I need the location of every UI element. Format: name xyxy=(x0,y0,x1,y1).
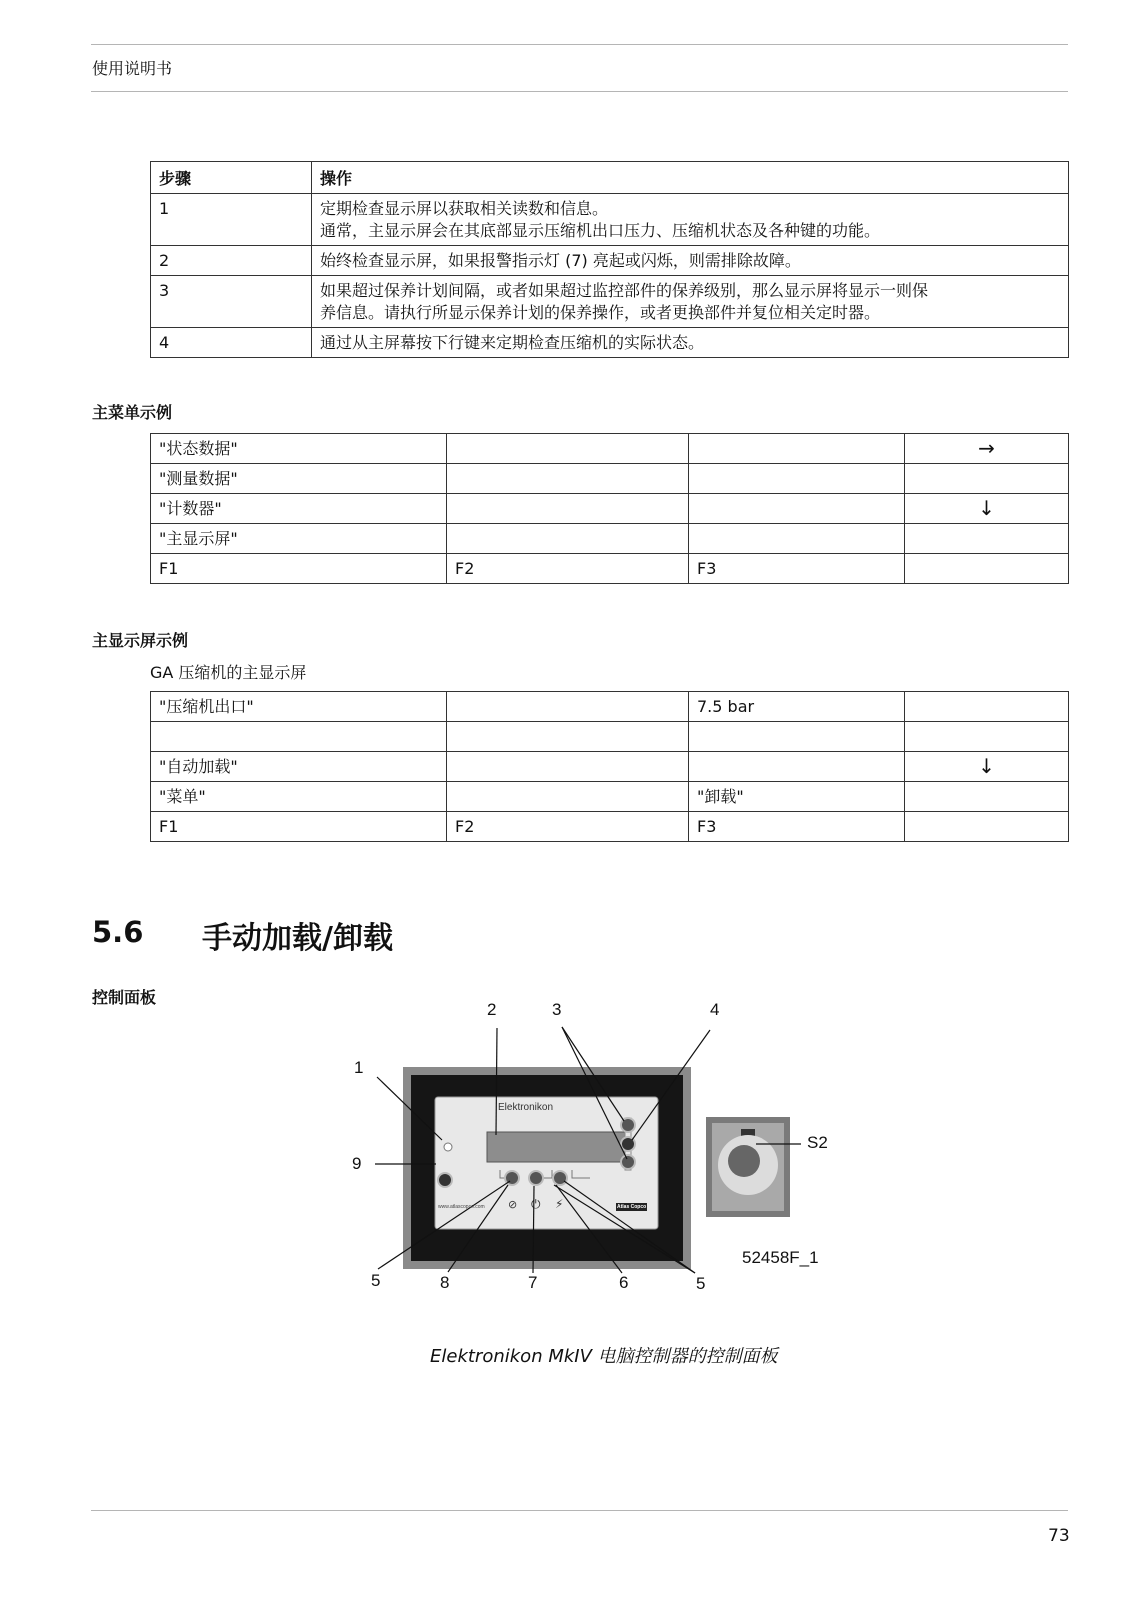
menu-cell xyxy=(689,524,905,554)
main-display-subtitle: GA 压缩机的主显示屏 xyxy=(150,663,307,682)
display-cell xyxy=(447,692,689,722)
step-action xyxy=(312,276,1069,328)
callout-label: 8 xyxy=(440,1273,450,1292)
figure-id: 52458F_1 xyxy=(742,1248,819,1267)
display-cell xyxy=(905,782,1069,812)
brand-label: Elektronikon xyxy=(498,1102,554,1113)
main-display-title: 主显示屏示例 xyxy=(92,631,189,650)
display-cell: "菜单" xyxy=(151,782,447,812)
callout-label: 9 xyxy=(352,1154,362,1173)
emergency-stop-button[interactable] xyxy=(728,1145,760,1177)
menu-cell xyxy=(689,494,905,524)
menu-cell xyxy=(905,524,1069,554)
main-display-table xyxy=(150,691,1069,842)
callout-label: 7 xyxy=(528,1273,538,1292)
callout-label: 1 xyxy=(354,1058,364,1077)
lightning-icon: ⚡ xyxy=(555,1197,564,1211)
step-action xyxy=(312,328,1069,358)
step-action-line: 定期检查显示屏以获取相关读数和信息。 xyxy=(320,199,609,218)
table-row xyxy=(151,494,1069,524)
step-action xyxy=(312,194,1069,246)
function-key-label: F2 xyxy=(447,812,689,842)
callout-label: 4 xyxy=(710,1000,720,1019)
steps-header-row xyxy=(151,162,1069,194)
menu-cell: "测量数据" xyxy=(151,464,447,494)
alarm-led-icon xyxy=(444,1143,452,1151)
menu-cell: "计数器" xyxy=(151,494,447,524)
table-row xyxy=(151,276,1069,328)
page-header-title: 使用说明书 xyxy=(92,59,173,78)
menu-cell xyxy=(447,434,689,464)
control-panel-illustration xyxy=(340,1015,860,1327)
figure-caption: Elektronikon MkIV 电脑控制器的控制面板 xyxy=(430,1346,778,1367)
start-button[interactable] xyxy=(438,1173,452,1187)
page-number: 73 xyxy=(1048,1526,1070,1546)
display-cell xyxy=(905,722,1069,752)
display-cell xyxy=(447,752,689,782)
step-number: 3 xyxy=(151,276,312,328)
menu-cell xyxy=(689,434,905,464)
display-cell xyxy=(151,722,447,752)
display-cell xyxy=(689,752,905,782)
steps-table xyxy=(150,161,1069,358)
function-key-label: F1 xyxy=(151,812,447,842)
callout-label: 2 xyxy=(487,1000,497,1019)
step-action-line: 如果超过保养计划间隔，或者如果超过监控部件的保养级别，那么显示屏将显示一则保 xyxy=(320,281,929,300)
menu-cell: "状态数据" xyxy=(151,434,447,464)
menu-cell xyxy=(447,524,689,554)
display-cell: 7.5 bar xyxy=(689,692,905,722)
down-arrow-icon: ↓ xyxy=(905,494,1069,524)
step-action-line: 始终检查显示屏，如果报警指示灯 (7) 亮起或闪烁，则需排除故障。 xyxy=(320,251,801,270)
menu-cell xyxy=(905,554,1069,584)
section-number: 5.6 xyxy=(92,915,144,949)
header-rule-bottom xyxy=(91,91,1068,92)
display-cell xyxy=(447,782,689,812)
step-action-line: 通过从主屏幕按下行键来定期检查压缩机的实际状态。 xyxy=(320,333,705,352)
down-key-button[interactable] xyxy=(621,1155,635,1169)
function-key-label: F3 xyxy=(689,554,905,584)
display-cell: "自动加载" xyxy=(151,752,447,782)
f2-button[interactable] xyxy=(529,1171,543,1185)
table-row xyxy=(151,464,1069,494)
display-cell xyxy=(905,692,1069,722)
table-row xyxy=(151,812,1069,842)
atlas-copco-logo: Atlas Copco xyxy=(617,1204,647,1210)
callout-label: 5 xyxy=(371,1271,381,1290)
step-action-line: 通常，主显示屏会在其底部显示压缩机出口压力、压缩机状态及各种键的功能。 xyxy=(320,221,881,240)
control-panel-figure xyxy=(340,1000,860,1327)
steps-col-step: 步骤 xyxy=(151,162,312,194)
steps-col-action: 操作 xyxy=(312,162,1069,194)
callout-label: 6 xyxy=(619,1273,629,1292)
url-label: www.atlascopco.com xyxy=(438,1204,485,1210)
down-arrow-icon: ↓ xyxy=(905,752,1069,782)
f3-button[interactable] xyxy=(553,1171,567,1185)
step-number: 2 xyxy=(151,246,312,276)
menu-cell: "主显示屏" xyxy=(151,524,447,554)
menu-cell xyxy=(689,464,905,494)
step-number: 4 xyxy=(151,328,312,358)
table-row xyxy=(151,554,1069,584)
lcd-screen xyxy=(487,1132,625,1162)
table-row xyxy=(151,782,1069,812)
main-menu-table xyxy=(150,433,1069,584)
table-row xyxy=(151,722,1069,752)
function-key-label: F3 xyxy=(689,812,905,842)
footer-rule xyxy=(91,1510,1068,1511)
step-action xyxy=(312,246,1069,276)
menu-cell xyxy=(447,494,689,524)
right-arrow-icon: → xyxy=(905,434,1069,464)
table-row xyxy=(151,692,1069,722)
table-row xyxy=(151,524,1069,554)
control-panel-title: 控制面板 xyxy=(92,988,157,1007)
display-cell xyxy=(689,722,905,752)
power-icon: ⊘ xyxy=(508,1198,518,1211)
table-row xyxy=(151,194,1069,246)
menu-cell xyxy=(905,464,1069,494)
table-row xyxy=(151,246,1069,276)
section-title: 手动加载/卸载 xyxy=(202,921,393,956)
standby-icon: ⏻ xyxy=(531,1197,541,1211)
table-row xyxy=(151,434,1069,464)
table-row xyxy=(151,752,1069,782)
function-key-label: F2 xyxy=(447,554,689,584)
menu-cell xyxy=(447,464,689,494)
callout-label: 3 xyxy=(552,1000,562,1019)
step-action-line: 养信息。请执行所显示保养计划的保养操作，或者更换部件并复位相关定时器。 xyxy=(320,303,881,322)
table-row xyxy=(151,328,1069,358)
display-cell: "卸载" xyxy=(689,782,905,812)
callout-label: S2 xyxy=(807,1133,828,1152)
step-number: 1 xyxy=(151,194,312,246)
main-menu-title: 主菜单示例 xyxy=(92,403,173,422)
function-key-label: F1 xyxy=(151,554,447,584)
display-cell xyxy=(447,722,689,752)
header-rule-top xyxy=(91,44,1068,45)
display-cell xyxy=(905,812,1069,842)
callout-label: 5 xyxy=(696,1274,706,1293)
display-cell: "压缩机出口" xyxy=(151,692,447,722)
